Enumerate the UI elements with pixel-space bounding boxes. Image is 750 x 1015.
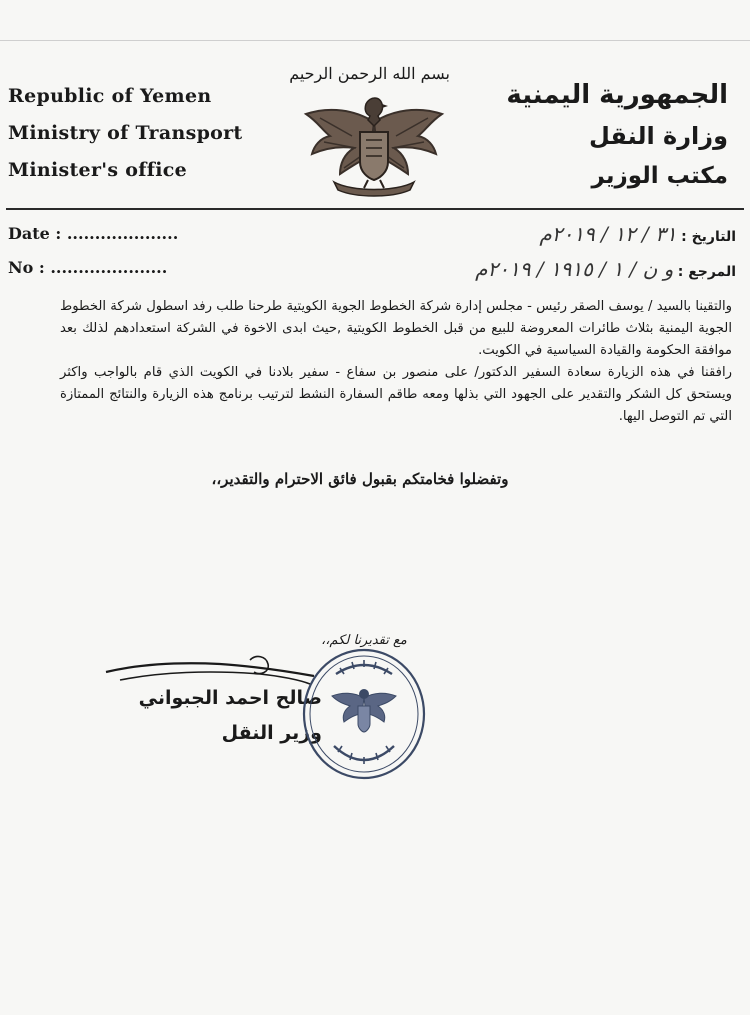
header-country-en: Republic of Yemen [8,85,212,107]
english-meta [8,217,178,285]
date-label-en: Date : .................... [8,224,179,243]
date-value: ٣١ / ١٢ / ٢٠١٩م [539,222,677,246]
ministry-seal-icon [300,646,428,782]
body-paragraph-2: رافقنا في هذه الزيارة سعادة السفير الدكتور/ على منصور بن سفاع - سفير بلادنا في الكويت الذي قام بالواجب واكثر ويستحق كل الشكر والتقدير على الجهود التي بذلها ومعه طاقم السفارة النشط لترتيب برنامج هذه الزيارة والنتائج الممتازة التي تم التوصل اليها. [60,365,732,424]
header-office-ar: مكتب الوزير [591,163,728,189]
letter-body [60,296,732,428]
english-header [8,78,268,189]
header-ministry-ar: وزارة النقل [588,122,728,150]
top-rule [0,40,750,41]
reference-row-ar [436,253,736,288]
signatory-title: وزير النقل [221,722,322,744]
yemen-eagle-emblem-icon [300,92,448,202]
header-ministry-en: Ministry of Transport [8,122,243,144]
signatory-name: صالح احمد الجبواني [138,687,322,709]
header-country-ar: الجمهورية اليمنية [506,80,728,110]
basmala: بسم الله الرحمن الرحيم [289,64,450,83]
body-paragraph-1: والتقينا بالسيد / يوسف الصقر رئيس - مجلس إدارة شركة الخطوط الجوية الكويتية طرحنا طلب رفد اسطول شركة الخطوط الجوية اليمنية بثلاث طائرات المعروضة للبيع من قبل الخطوط الكويتية ,حيث ابدى الاخوة في الشركة استعدادهم لذلك بعد موافقة الحكومة والقيادة السياسية في الكويت. [60,299,732,358]
signatory-block [92,680,322,750]
arabic-header [498,74,728,196]
header-divider [6,208,744,210]
regards-note: مع تقديرنا لكم،، [321,633,407,648]
closing-line: وتفضلوا فخامتكم بقبول فائق الاحترام والتقدير،، [211,470,509,488]
arabic-meta [436,218,736,288]
date-row-ar [436,218,736,253]
reference-label-ar: المرجع : [677,264,736,280]
header-office-en: Minister's office [8,159,187,181]
date-label-ar: التاريخ : [681,229,736,245]
reference-value: و ن / ١ / ١٩١٥ / ٢٠١٩م [475,257,674,281]
number-label-en: No : ..................... [8,258,168,277]
